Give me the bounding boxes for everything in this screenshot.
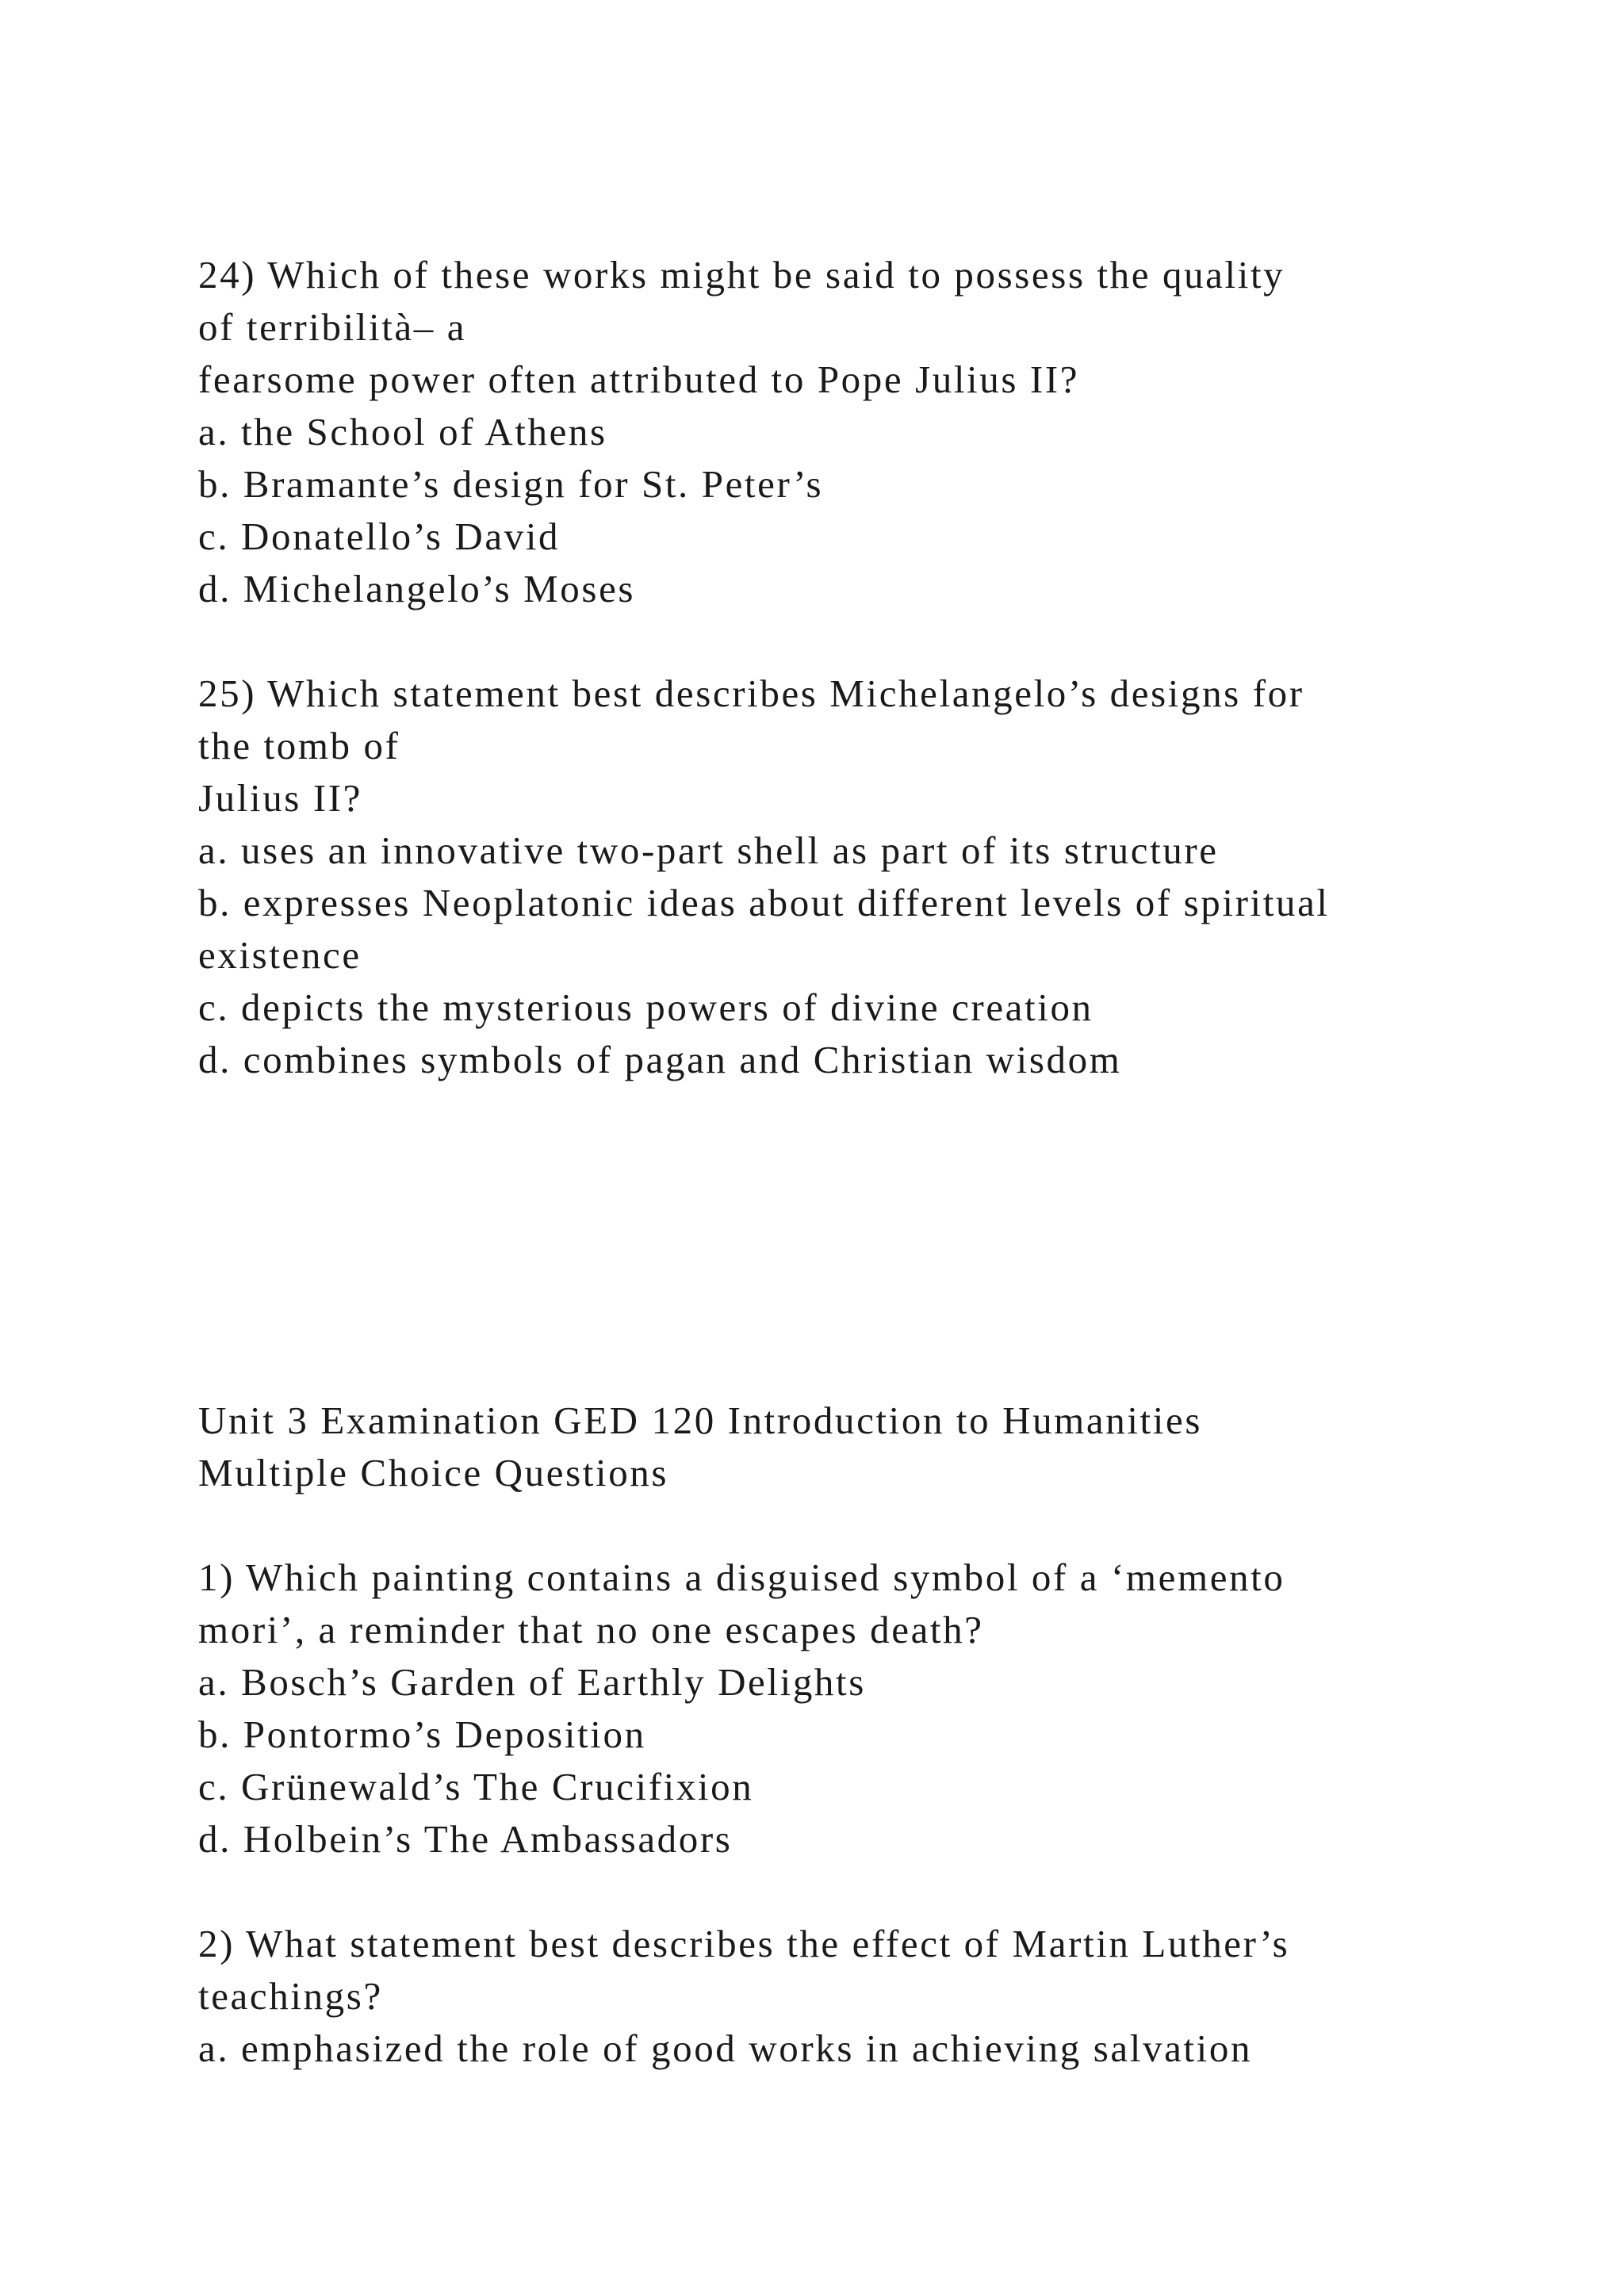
question-1-option-a: a. Bosch’s Garden of Earthly Delights	[198, 1660, 866, 1704]
question-24-option-d: d. Michelangelo’s Moses	[198, 567, 636, 610]
question-24-option-b: b. Bramante’s design for St. Peter’s	[198, 462, 824, 506]
question-1-option-d: d. Holbein’s The Ambassadors	[198, 1817, 733, 1861]
question-25-option-b-continued: existence	[198, 933, 362, 977]
blank-line	[198, 615, 1507, 668]
exam-section	[198, 1395, 1507, 2075]
question-24	[198, 249, 1507, 615]
question-1-stem-line: mori’, a reminder that no one escapes death?	[198, 1608, 984, 1651]
question-25-option-c: c. depicts the mysterious powers of divine creation	[198, 985, 1094, 1029]
blank-line	[198, 1866, 1507, 1918]
exam-heading	[198, 1395, 1507, 1499]
question-25	[198, 668, 1507, 1086]
question-2-option-a: a. emphasized the role of good works in achieving salvation	[198, 2026, 1253, 2070]
question-25-option-b: b. expresses Neoplatonic ideas about different levels of spiritual	[198, 881, 1330, 924]
blank-line	[198, 1499, 1507, 1552]
question-25-option-a: a. uses an innovative two-part shell as part of its structure	[198, 828, 1219, 872]
exam-title: Unit 3 Examination GED 120 Introduction to Humanities	[198, 1399, 1202, 1442]
question-24-stem-line: 24) Which of these works might be said to possess the quality	[198, 253, 1285, 297]
question-2-stem-line: teachings?	[198, 1974, 383, 2018]
question-1-option-c: c. Grünewald’s The Crucifixion	[198, 1765, 754, 1808]
question-25-stem-line: 25) Which statement best describes Michelangelo’s designs for	[198, 672, 1304, 715]
question-24-option-a: a. the School of Athens	[198, 410, 607, 453]
question-24-stem-line: of terribilità– a	[198, 305, 467, 349]
question-24-stem-line: fearsome power often attributed to Pope Julius II?	[198, 358, 1080, 401]
question-25-option-d: d. combines symbols of pagan and Christian wisdom	[198, 1038, 1122, 1081]
question-25-stem-line: Julius II?	[198, 776, 362, 820]
question-block-upper	[198, 249, 1507, 1086]
question-24-option-c: c. Donatello’s David	[198, 515, 561, 558]
question-1	[198, 1552, 1507, 1866]
exam-subtitle: Multiple Choice Questions	[198, 1451, 669, 1494]
question-2	[198, 1918, 1507, 2075]
question-2-stem-line: 2) What statement best describes the effect of Martin Luther’s	[198, 1922, 1290, 1965]
question-25-stem-line: the tomb of	[198, 724, 400, 767]
question-1-stem-line: 1) Which painting contains a disguised symbol of a ‘memento	[198, 1556, 1285, 1599]
question-1-option-b: b. Pontormo’s Deposition	[198, 1712, 646, 1756]
